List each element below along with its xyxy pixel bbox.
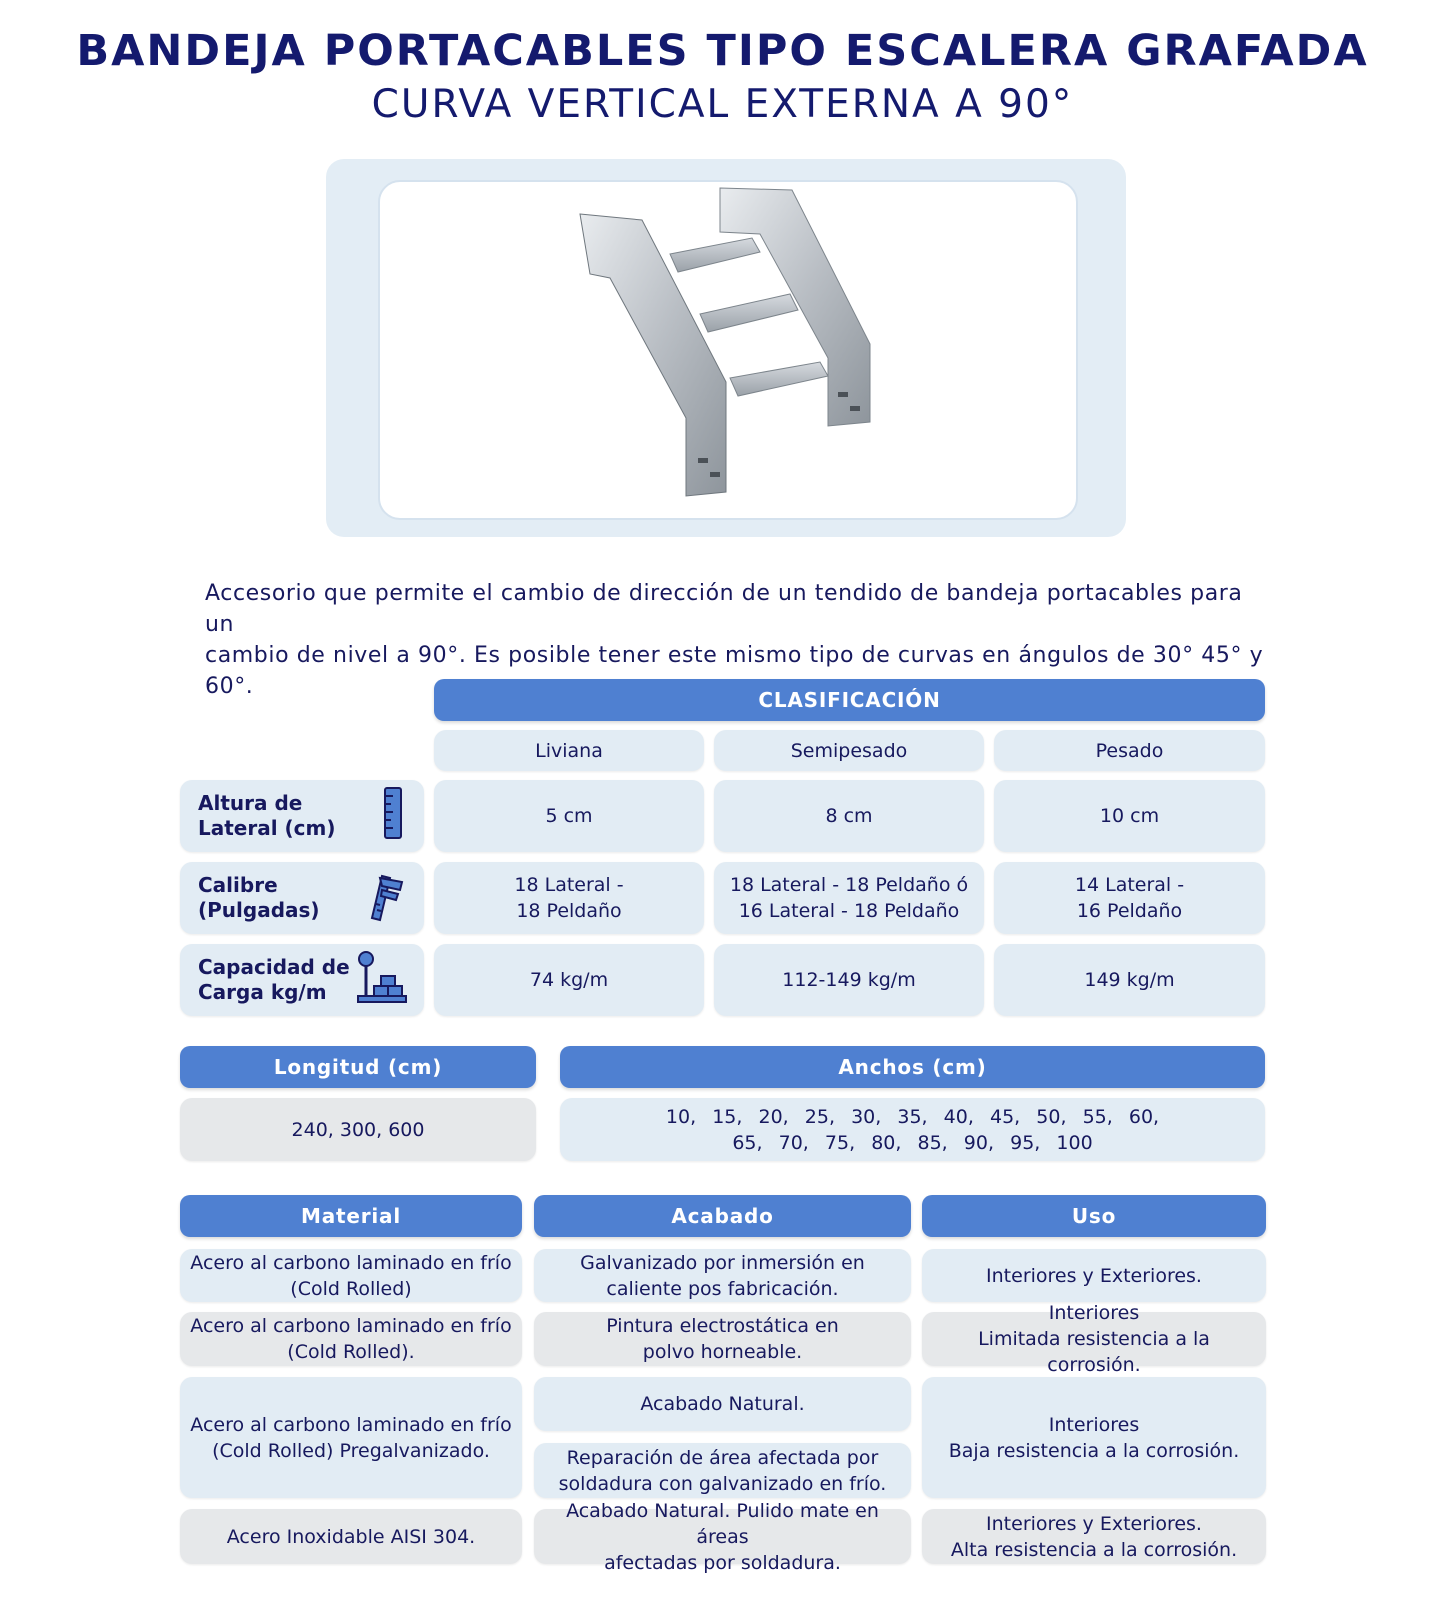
column-pesado: Pesado [994,730,1265,771]
value-text: 149 kg/m [1084,969,1175,991]
value-text: Interiores y Exteriores. [986,1264,1202,1287]
page-subtitle: CURVA VERTICAL EXTERNA A 90° [371,82,1074,127]
caliper-icon [364,868,404,928]
finish-cell [534,1499,911,1574]
value-text: (Cold Rolled) Pregalvanizado. [212,1439,490,1462]
value-text: (Cold Rolled) [290,1277,412,1300]
value-text: polvo horneable. [642,1341,803,1363]
value-text: Baja resistencia a la corrosión. [948,1439,1240,1462]
value-text: 112-149 kg/m [782,969,916,991]
row-label-capacidad [180,944,424,1016]
product-image [378,180,1078,520]
material-header: Material [180,1195,522,1237]
widths-header: Anchos (cm) [560,1046,1265,1088]
value-cell [434,780,704,852]
use-cell [922,1509,1266,1564]
value-text: 18 Lateral - [514,874,624,896]
finish-cell [534,1249,911,1302]
finish-cell [534,1443,911,1498]
use-cell [922,1377,1266,1498]
value-cell [714,780,984,852]
row-label-text: Capacidad de [198,955,350,979]
value-text: Acero al carbono laminado en frío [190,1315,512,1337]
value-text: 18 Peldaño [516,900,622,922]
use-header: Uso [922,1195,1266,1237]
scale-icon [356,950,408,1010]
row-label-calibre [180,862,424,934]
value-text: Acabado Natural. [640,1393,805,1415]
ruler-icon [382,786,404,846]
value-text: 10, 15, 20, 25, 30, 35, 40, 45, 50, 55, 60, [665,1105,1160,1128]
material-cell [180,1312,522,1366]
row-label-text: Lateral (cm) [198,816,336,840]
value-text: (Cold Rolled). [287,1341,415,1363]
value-text: Limitada resistencia a la corrosión. [978,1328,1210,1376]
value-text: Interiores y Exteriores. [986,1512,1202,1535]
value-text: soldadura con galvanizado en frío. [558,1472,887,1495]
value-text: 18 Lateral - 18 Peldaño ó [729,874,969,896]
value-cell [434,944,704,1016]
value-text: Acero al carbono laminado en frío [190,1413,512,1436]
finish-cell [534,1377,911,1431]
value-cell [434,862,704,934]
value-text: afectadas por soldadura. [604,1551,841,1574]
row-label-text: Altura de [198,791,303,815]
material-cell [180,1377,522,1498]
row-label-text: (Pulgadas) [198,898,320,922]
row-label-text: Calibre [198,873,278,897]
value-cell [714,862,984,934]
value-cell [994,862,1265,934]
value-text: 14 Lateral - [1074,874,1185,896]
description-line: cambio de nivel a 90°. Es posible tener este mismo tipo de curvas en ángulos de 30° 45° y 60°. [205,643,1264,699]
length-header: Longitud (cm) [180,1046,536,1088]
value-text: Galvanizado por inmersión en [580,1251,865,1274]
value-text: caliente pos fabricación. [606,1277,839,1300]
material-cell [180,1249,522,1302]
value-text: Interiores [1048,1302,1140,1324]
value-text: Acero Inoxidable AISI 304. [226,1525,476,1548]
value-text: Interiores [1048,1413,1140,1436]
description-line: Accesorio que permite el cambio de dirección de un tendido de bandeja portacables para un [205,581,1243,637]
column-liviana: Liviana [434,730,704,771]
widths-values [560,1098,1265,1161]
value-text: 240, 300, 600 [291,1118,425,1141]
value-cell [714,944,984,1016]
value-text: 5 cm [545,805,593,827]
material-cell [180,1509,522,1564]
value-text: Pintura electrostática en [606,1315,839,1337]
use-cell [922,1302,1266,1376]
classification-header: CLASIFICACIÓN [434,679,1265,721]
finish-cell [534,1312,911,1366]
page-title: BANDEJA PORTACABLES TIPO ESCALERA GRAFADA [76,26,1369,76]
finish-header: Acabado [534,1195,911,1237]
use-cell [922,1249,1266,1302]
value-text: 74 kg/m [529,969,609,991]
row-label-text: Carga kg/m [198,980,327,1004]
value-text: 16 Peldaño [1076,900,1183,922]
value-text: Reparación de área afectada por [566,1446,879,1469]
value-cell [994,944,1265,1016]
value-text: Alta resistencia a la corrosión. [950,1538,1238,1561]
value-text: 10 cm [1099,805,1160,827]
value-text: Acabado Natural. Pulido mate en áreas [566,1499,879,1548]
value-text: Acero al carbono laminado en frío [190,1251,512,1274]
ladder-tray-curve-illustration [380,182,1076,518]
value-text: 8 cm [825,805,873,827]
row-label-altura [180,780,424,852]
value-text: 65, 70, 75, 80, 85, 90, 95, 100 [732,1131,1093,1154]
value-cell [994,780,1265,852]
value-text: 16 Lateral - 18 Peldaño [738,900,960,922]
column-semipesado: Semipesado [714,730,984,771]
length-values [180,1098,536,1161]
